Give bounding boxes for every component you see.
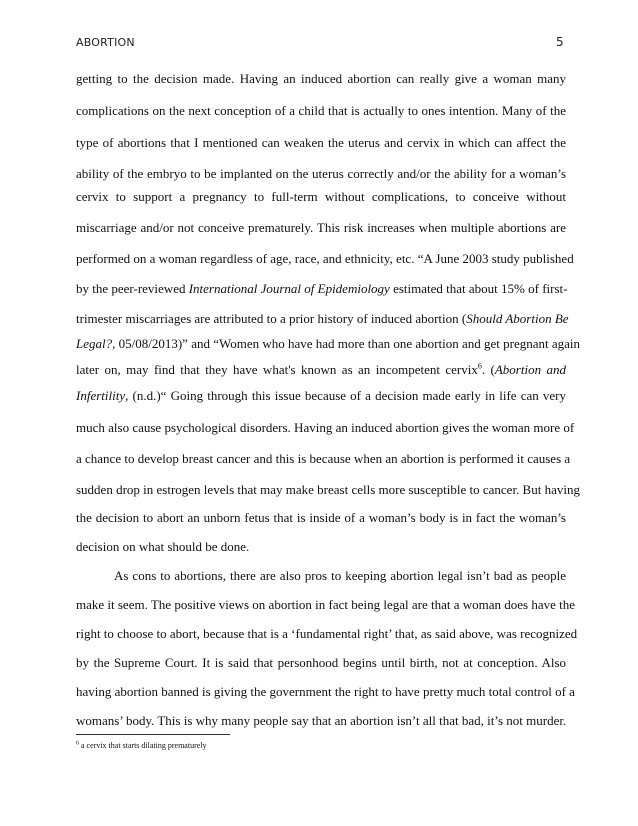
body-line-1: getting to the decision made. Having an induced abortion can really give a woman many	[76, 71, 566, 86]
body-line-4: ability of the embryo to be implanted on the uterus correctly and/or the ability for a woman’s	[76, 166, 566, 181]
line-text: . (	[481, 362, 495, 377]
body-line-5: cervix to support a pregnancy to full-term without complications, to conceive without	[76, 189, 566, 204]
footnote	[76, 741, 207, 750]
source-title: Should Abortion Be	[466, 311, 569, 326]
body-line-8	[76, 281, 566, 297]
body-line-22: having abortion banned is giving the government the right to have pretty much total control of a	[76, 684, 575, 699]
line-text: , 05/08/2013)” and “Women who have had more than one abortion and get pregnant again	[112, 336, 581, 351]
body-line-15: sudden drop in estrogen levels that may make breast cells more susceptible to cancer. But having	[76, 482, 580, 497]
line-text: later on, may find that they have what's known as an incompetent cervix	[76, 362, 478, 377]
footnote-ref: 6	[477, 361, 482, 371]
line-text: , (n.d.)“ Going through this issue because of a decision made early in life can very	[125, 388, 566, 403]
body-line-19: make it seem. The positive views on abortion in fact being legal are that a woman does have the	[76, 597, 576, 612]
body-line-23: womans’ body. This is why many people say that an abortion isn’t all that bad, it’s not murder.	[76, 713, 567, 728]
body-line-11	[76, 362, 566, 378]
running-head: ABORTION	[76, 36, 135, 49]
body-line-14: a chance to develop breast cancer and this is because when an abortion is performed it causes a	[76, 451, 571, 466]
body-line-20: right to choose to abort, because that is a ‘fundamental right’ that, as said above, was recognized	[76, 626, 578, 641]
line-text: by the peer-reviewed	[76, 281, 189, 296]
body-line-7: performed on a woman regardless of age, race, and ethnicity, etc. “A June 2003 study published	[76, 251, 574, 266]
body-line-13: much also cause psychological disorders. Having an induced abortion gives the woman more of	[76, 420, 575, 435]
line-text: trimester miscarriages are attributed to a prior history of induced abortion (	[76, 311, 467, 326]
body-line-9	[76, 311, 569, 327]
body-line-18: As cons to abortions, there are also pros to keeping abortion legal isn’t bad as people	[114, 568, 566, 583]
source-title: Infertility	[76, 388, 126, 403]
line-text: estimated that about 15% of first-	[389, 281, 568, 296]
footnote-text: a cervix that starts dilating prematurely	[79, 741, 207, 750]
body-line-21: by the Supreme Court. It is said that personhood begins until birth, not at conception. Also	[76, 655, 566, 670]
footnote-number: 6	[76, 740, 79, 747]
body-line-12	[76, 388, 566, 404]
body-line-16: the decision to abort an unborn fetus that is inside of a woman’s body is in fact the woman’s	[76, 510, 566, 525]
page-number: 5	[556, 35, 564, 49]
footnote-divider	[76, 734, 230, 735]
body-line-6: miscarriage and/or not conceive prematurely. This risk increases when multiple abortions are	[76, 220, 566, 235]
source-title: Abortion and	[494, 362, 566, 377]
journal-title: International Journal of Epidemiology	[188, 281, 390, 296]
source-title: Legal?	[76, 336, 113, 351]
body-line-17: decision on what should be done.	[76, 539, 250, 554]
body-line-3: type of abortions that I mentioned can weaken the uterus and cervix in which can affect the	[76, 135, 566, 150]
body-line-2: complications on the next conception of a child that is actually to ones intention. Many of the	[76, 103, 566, 118]
body-line-10	[76, 336, 581, 352]
